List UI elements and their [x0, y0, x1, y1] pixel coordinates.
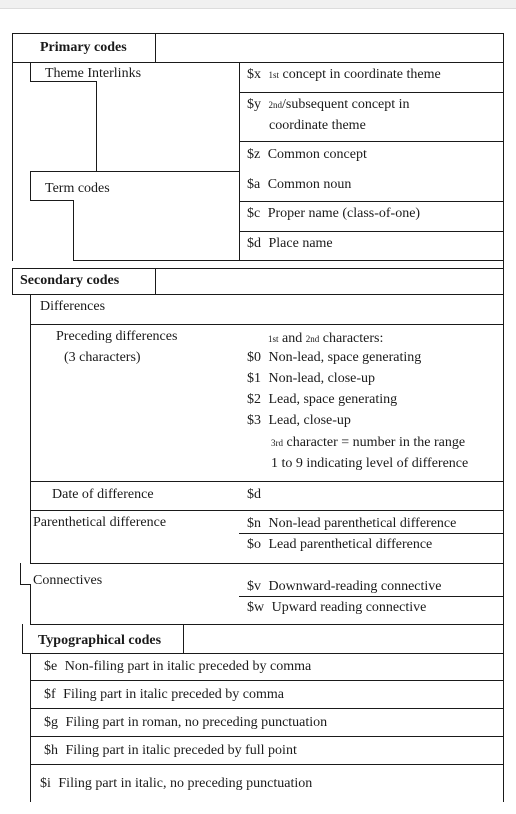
code: $g [44, 715, 58, 730]
parenthetical-difference-label: Parenthetical difference [33, 515, 167, 530]
secondary-codes-heading: Secondary codes [20, 273, 120, 288]
code-row-1 [247, 370, 375, 388]
ordinal: 2nd [305, 334, 320, 344]
code-row-2 [247, 391, 397, 409]
code-row-0 [247, 349, 421, 367]
code: $h [44, 743, 58, 758]
code-row-o [247, 536, 432, 554]
code: $o [247, 537, 261, 552]
code-row-n [247, 515, 456, 533]
code-description: Common concept [267, 147, 367, 162]
code: $d [247, 236, 261, 251]
code-row-y-continuation: coordinate theme [269, 118, 366, 133]
code-description: Downward-reading connective [268, 579, 442, 594]
code-row-c [247, 205, 420, 223]
typographical-codes-heading: Typographical codes [38, 633, 162, 648]
code-row-z [247, 146, 367, 164]
connectives-label: Connectives [33, 573, 103, 588]
code: $z [247, 147, 261, 162]
code-description: Non-filing part in italic preceded by comma [64, 659, 312, 674]
code: $2 [247, 392, 261, 407]
code: $a [247, 177, 261, 192]
code-description: Lead, space generating [268, 392, 398, 407]
date-of-difference-label: Date of difference [52, 487, 154, 502]
code-description: Filing part in italic preceded by comma [63, 687, 284, 702]
code-row-w [247, 599, 426, 617]
code-description: Lead parenthetical difference [268, 537, 433, 552]
theme-interlinks-label: Theme Interlinks [45, 66, 142, 81]
code-row-e [44, 658, 311, 676]
differences-label: Differences [40, 299, 106, 314]
code-row-a [247, 176, 351, 194]
preceding-differences-label: Preceding differences [56, 329, 178, 344]
ordinal: 1st [268, 334, 279, 344]
code-description: Proper name (class-of-one) [267, 206, 421, 221]
code: $n [247, 516, 261, 531]
chars-heading [268, 330, 383, 348]
chars-and: and [282, 331, 303, 346]
code: $e [44, 659, 58, 674]
code: $1 [247, 371, 261, 386]
third-character-note [271, 434, 465, 452]
code-row-i [40, 775, 312, 793]
code-description: Filing part in italic preceded by full point [65, 743, 297, 758]
code-row-v [247, 578, 441, 596]
code: $3 [247, 413, 261, 428]
code: $i [40, 776, 51, 791]
code-row-y [247, 96, 410, 114]
date-of-difference-code: $d [247, 487, 261, 502]
code: $w [247, 600, 265, 615]
primary-codes-heading: Primary codes [40, 40, 127, 55]
third-text: character = number in the range [286, 435, 466, 450]
code-row-d [247, 235, 333, 253]
code-row-g [44, 714, 327, 732]
code-description: concept in coordinate theme [282, 67, 441, 82]
code-description: Non-lead, close-up [268, 371, 376, 386]
code: $f [44, 687, 56, 702]
code-description: Upward reading connective [271, 600, 427, 615]
top-band [0, 0, 516, 9]
code: $y [247, 97, 261, 112]
chars-text: characters: [322, 331, 384, 346]
code-description: Lead, close-up [268, 413, 351, 428]
code: $v [247, 579, 261, 594]
code-description: Non-lead parenthetical difference [268, 516, 457, 531]
code-description: Filing part in roman, no preceding punctuation [65, 715, 328, 730]
code-description: Common noun [267, 177, 352, 192]
code-description: Place name [268, 236, 333, 251]
code-row-x [247, 66, 441, 84]
code: $0 [247, 350, 261, 365]
third-character-note-continued: 1 to 9 indicating level of difference [271, 456, 469, 471]
code-description: Filing part in italic, no preceding punctuation [58, 776, 313, 791]
code-row-f [44, 686, 284, 704]
term-codes-label: Term codes [45, 181, 110, 196]
ordinal: 3rd [271, 438, 283, 448]
ordinal: 1st [268, 70, 280, 80]
ordinal: 2nd [268, 100, 282, 110]
code-row-h [44, 742, 297, 760]
code: $x [247, 67, 261, 82]
code-description: Non-lead, space generating [268, 350, 422, 365]
preceding-differences-sub: (3 characters) [64, 350, 141, 365]
code-description: /subsequent concept in [282, 97, 410, 112]
code: $c [247, 206, 261, 221]
code-row-3 [247, 412, 351, 430]
